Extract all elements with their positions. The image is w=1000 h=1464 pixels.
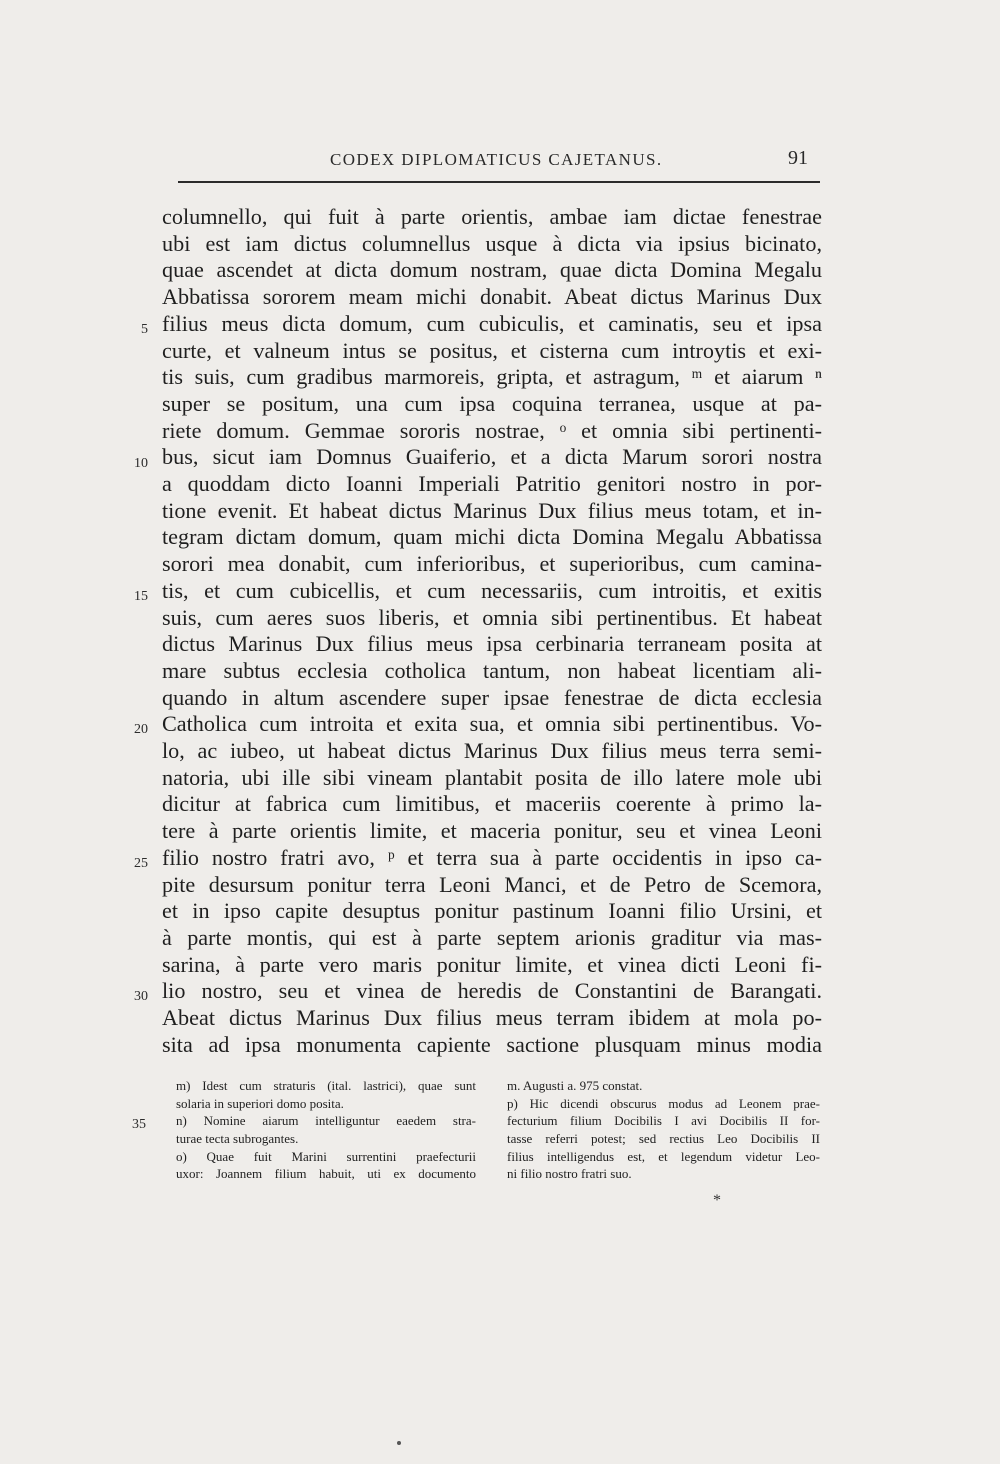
text-line: tione evenit. Et habeat dictus Marinus Dux filius meus totam, et in- bbox=[162, 497, 822, 523]
footnote-line: m) Idest cum straturis (ital. lastrici), quae sunt bbox=[176, 1078, 476, 1093]
text-line: filius meus dicta domum, cum cubiculis, et caminatis, seu et ipsa bbox=[162, 310, 822, 336]
text-line: tegram dictam domum, quam michi dicta Domina Megalu Abbatissa bbox=[162, 524, 822, 550]
footnotes-right-column bbox=[507, 1077, 820, 1183]
line-number-10: 10 bbox=[134, 456, 148, 471]
line-number-column bbox=[118, 0, 152, 1464]
footnote-line: tasse referri potest; sed rectius Leo Docibilis II bbox=[507, 1131, 820, 1147]
text-line: bus, sicut iam Domnus Guaiferio, et a dicta Marum sorori nostra bbox=[162, 444, 822, 470]
footnote-line: n) Nomine aiarum intelliguntur eaedem stra- bbox=[176, 1113, 476, 1129]
line-number-5: 5 bbox=[141, 322, 148, 337]
text-line: Abeat dictus Marinus Dux filius meus terram ibidem at mola po- bbox=[162, 1005, 822, 1030]
line-number-20: 20 bbox=[134, 722, 148, 737]
footnote-line: m. Augusti a. 975 constat. bbox=[507, 1078, 643, 1093]
text-line: suis, cum aeres suos liberis, et omnia sibi pertinentibus. Et habeat bbox=[162, 604, 822, 630]
footnote-line: uxor: Joannem filium habuit, uti ex documento bbox=[176, 1166, 476, 1182]
text-line: sita ad ipsa monumenta capiente sactione plusquam minus modia bbox=[162, 1031, 822, 1057]
text-line: tis suis, cum gradibus marmoreis, gripta, et astragum, ᵐ et aiarum ⁿ bbox=[162, 364, 822, 390]
line-number-30: 30 bbox=[134, 989, 148, 1004]
text-line: pite desursum ponitur terra Leoni Manci, et de Petro de Scemora, bbox=[162, 871, 822, 897]
footnote-line: filius intelligendus est, et legendum videtur Leo- bbox=[507, 1148, 820, 1164]
text-line: ubi est iam dictus columnellus usque à dicta via ipsius bicinato, bbox=[162, 230, 822, 256]
text-line: curte, et valneum intus se positus, et cisterna cum introytis et exi- bbox=[162, 337, 822, 363]
text-line: natoria, ubi ille sibi vineam plantabit posita de illo latere mole ubi bbox=[162, 764, 822, 790]
main-text-block bbox=[162, 202, 822, 1082]
footnote-line: turae tecta subrogantes. bbox=[176, 1131, 299, 1147]
text-line: tere à parte orientis limite, et maceria ponitur, seu et vinea Leoni bbox=[162, 818, 822, 844]
footnotes-left-column bbox=[176, 1077, 476, 1183]
footnote-line: o) Quae fuit Marini surrentini praefecturii bbox=[176, 1148, 476, 1164]
footnote-line-number-35: 35 bbox=[132, 1117, 146, 1132]
text-line: filio nostro fratri avo, ᵖ et terra sua à parte occidentis in ipso ca- bbox=[162, 844, 822, 870]
text-line: dicitur at fabrica cum limitibus, et maceriis coerente à primo la- bbox=[162, 791, 822, 817]
footnote-line: ni filio nostro fratri suo. bbox=[507, 1166, 632, 1182]
text-line: et in ipso capite desuptus ponitur pastinum Ioanni filio Ursini, et bbox=[162, 898, 822, 924]
line-number-25: 25 bbox=[134, 856, 148, 871]
text-line: super se positum, una cum ipsa coquina terranea, usque at pa- bbox=[162, 390, 822, 416]
text-line: quando in altum ascendere super ipsae fenestrae de dicta ecclesia bbox=[162, 684, 822, 710]
print-speck bbox=[397, 1441, 401, 1445]
text-line: sorori mea donabit, cum inferioribus, et superioribus, cum camina- bbox=[162, 551, 822, 577]
footnote-line: fecturium filium Docibilis I avi Docibilis II for- bbox=[507, 1113, 820, 1129]
text-line: Abbatissa sororem meam michi donabit. Abeat dictus Marinus Dux bbox=[162, 284, 822, 310]
text-line: mare subtus ecclesia cotholica tantum, non habeat licentiam ali- bbox=[162, 657, 822, 683]
text-line: dictus Marinus Dux filius meus ipsa cerbinaria terraneam posita at bbox=[162, 631, 822, 657]
running-title: CODEX DIPLOMATICUS CAJETANUS. bbox=[330, 150, 663, 169]
text-line: quae ascendet at dicta domum nostram, quae dicta Domina Megalu bbox=[162, 257, 822, 283]
text-line: tis, et cum cubicellis, et cum necessariis, cum introitis, et exitis bbox=[162, 577, 822, 603]
footnote-line: solaria in superiori domo posita. bbox=[176, 1095, 344, 1111]
end-mark: * bbox=[713, 1192, 721, 1209]
text-line: lo, ac iubeo, ut habeat dictus Marinus Dux filius meus terra semi- bbox=[162, 738, 822, 763]
text-line: riete domum. Gemmae sororis nostrae, ᵒ et omnia sibi pertinenti- bbox=[162, 417, 822, 443]
text-line: sarina, à parte vero maris ponitur limite, et vinea dicti Leoni fi- bbox=[162, 951, 822, 977]
footnote-line: p) Hic dicendi obscurus modus ad Leonem prae- bbox=[507, 1095, 820, 1111]
header-rule bbox=[178, 181, 820, 183]
text-line: columnello, qui fuit à parte orientis, ambae iam dictae fenestrae bbox=[162, 204, 822, 229]
text-line: Catholica cum introita et exita sua, et omnia sibi pertinentibus. Vo- bbox=[162, 711, 822, 737]
line-number-15: 15 bbox=[134, 589, 148, 604]
text-line: lio nostro, seu et vinea de heredis de Constantini de Barangati. bbox=[162, 978, 822, 1004]
text-line: a quoddam dicto Ioanni Imperiali Patritio genitori nostro in por- bbox=[162, 471, 822, 496]
text-line: à parte montis, qui est à parte septem arionis graditur via mas- bbox=[162, 924, 822, 950]
page-number: 91 bbox=[788, 147, 808, 169]
